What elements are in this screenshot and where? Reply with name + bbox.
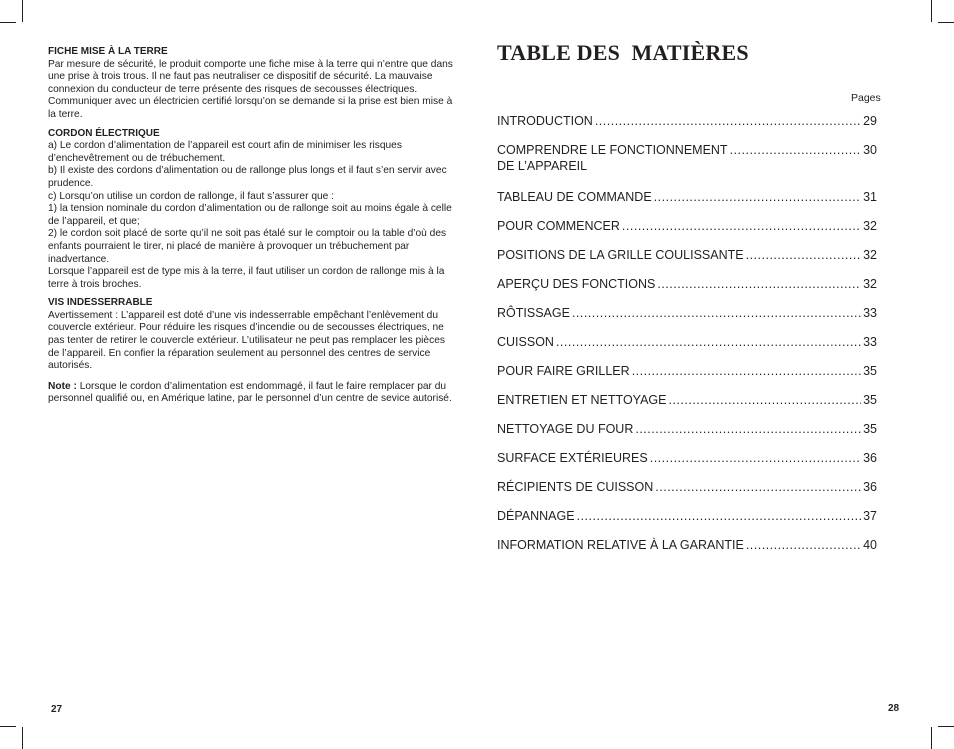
toc-entry-page: 35 <box>863 393 877 407</box>
toc-entry[interactable] <box>497 306 877 335</box>
toc-entry-title: POUR COMMENCER <box>497 219 620 233</box>
crop-mark <box>22 0 23 22</box>
dot-leader <box>577 509 862 523</box>
pages-column-label: Pages <box>851 92 881 104</box>
toc-entry-title: SURFACE EXTÉRIEURES <box>497 451 648 465</box>
toc-entry[interactable] <box>497 190 877 219</box>
toc-entry-title: TABLEAU DE COMMANDE <box>497 190 652 204</box>
page-number-right: 28 <box>888 703 900 714</box>
crop-mark <box>22 727 23 749</box>
toc-entry-page: 35 <box>863 422 877 436</box>
toc-entry-page: 32 <box>863 248 877 262</box>
toc-entry[interactable] <box>497 538 877 567</box>
dot-leader <box>657 277 861 291</box>
toc-entry-page: 35 <box>863 364 877 378</box>
toc-entry-page: 37 <box>863 509 877 523</box>
dot-leader <box>595 114 861 128</box>
section-heading-vis: VIS INDESSERRABLE <box>48 297 153 309</box>
dot-leader <box>730 143 862 157</box>
toc-entry-page: 31 <box>863 190 877 204</box>
toc-entry-title: ENTRETIEN ET NETTOYAGE <box>497 393 667 407</box>
toc-entry[interactable] <box>497 248 877 277</box>
toc-entry[interactable] <box>497 393 877 422</box>
left-page-content <box>48 46 456 406</box>
page-number-left: 27 <box>51 704 63 715</box>
crop-mark <box>938 726 954 727</box>
toc-entry[interactable] <box>497 451 877 480</box>
crop-mark <box>938 22 954 23</box>
dot-leader <box>655 480 861 494</box>
toc-entry-title: POUR FAIRE GRILLER <box>497 364 630 378</box>
dot-leader <box>746 538 861 552</box>
paragraph: 1) la tension nominale du cordon d’alimentation ou de rallonge soit au moins égale à celle de l’appareil, et que; <box>48 203 452 227</box>
toc-entry-page: 29 <box>863 114 877 128</box>
page-title: TABLE DES MATIÈRES <box>497 40 749 65</box>
crop-mark <box>0 726 16 727</box>
section-heading-cordon: CORDON ÉLECTRIQUE <box>48 127 160 139</box>
toc-entry-title: INTRODUCTION <box>497 114 593 128</box>
paragraph: Lorsque l’appareil est de type mis à la terre, il faut utiliser un cordon de rallonge mis à la terre à trois broches. <box>48 266 445 290</box>
toc-entry-title: INFORMATION RELATIVE À LA GARANTIE <box>497 538 744 552</box>
dot-leader <box>746 248 861 262</box>
dot-leader <box>635 422 861 436</box>
table-of-contents <box>497 114 877 567</box>
paragraph: 2) le cordon soit placé de sorte qu’il ne soit pas étalé sur le comptoir ou la table d’où des enfants pourraient le tirer, ni placé de manière à provoquer un trébuchement par inadvertance. <box>48 228 447 265</box>
dot-leader <box>572 306 861 320</box>
section-heading-fiche: FICHE MISE À LA TERRE <box>48 46 168 57</box>
toc-entry[interactable] <box>497 364 877 393</box>
toc-entry-title: RÔTISSAGE <box>497 306 570 320</box>
toc-entry[interactable] <box>497 422 877 451</box>
toc-entry-page: 32 <box>863 219 877 233</box>
dot-leader <box>668 393 861 407</box>
dot-leader <box>632 364 861 378</box>
toc-entry[interactable] <box>497 219 877 248</box>
toc-entry-page: 36 <box>863 480 877 494</box>
toc-entry-page: 40 <box>863 538 877 552</box>
toc-entry-title: POSITIONS DE LA GRILLE COULISSANTE <box>497 248 744 262</box>
paragraph: Par mesure de sécurité, le produit comporte une fiche mise à la terre qui n’entre que dans une prise à trois trous. Il ne faut pas neutraliser ce dispositif de sécurité. La mauvaise connexion du conducteur de terre présente des risques de secousses électriques. Communiquer avec un électricien certifié lorsqu’on se demande si la prise est bien mise à la terre. <box>48 58 453 120</box>
toc-entry[interactable] <box>497 335 877 364</box>
dot-leader <box>556 335 861 349</box>
paragraph: b) Il existe des cordons d’alimentation ou de rallonge plus longs et il faut s’en servir avec prudence. <box>48 165 447 189</box>
toc-entry-continuation: DE L’APPAREIL <box>497 159 588 173</box>
toc-entry[interactable] <box>497 509 877 538</box>
paragraph: Avertissement : L’appareil est doté d’une vis indesserrable empêchant l’enlèvement du couvercle extérieur. Pour réduire les risques d’incendie ou de secousses électriques, ne pas tenter de retirer le couvercle extérieur. L’utilisateur ne peut pas remplacer les pièces de l’appareil. En confier la réparation seulement au personnel des centres de service autorisés. <box>48 309 445 372</box>
toc-entry[interactable] <box>497 114 877 143</box>
note-paragraph <box>48 381 456 406</box>
toc-entry-page: 33 <box>863 335 877 349</box>
note-text: Lorsque le cordon d’alimentation est endommagé, il faut le faire remplacer par du personnel qualifié ou, en Amérique latine, par le personnel d’un centre de sevice autorisé. <box>48 380 452 405</box>
toc-entry-title: DÉPANNAGE <box>497 509 575 523</box>
toc-entry-page: 36 <box>863 451 877 465</box>
note-label: Note : <box>48 380 77 392</box>
toc-entry-title: RÉCIPIENTS DE CUISSON <box>497 480 654 494</box>
toc-entry[interactable] <box>497 143 877 190</box>
toc-entry-title: APERÇU DES FONCTIONS <box>497 277 656 291</box>
crop-mark <box>931 0 932 22</box>
toc-entry-title: CUISSON <box>497 335 554 349</box>
dot-leader <box>654 190 861 204</box>
toc-entry[interactable] <box>497 277 877 306</box>
toc-entry-title: NETTOYAGE DU FOUR <box>497 422 634 436</box>
crop-mark <box>931 727 932 749</box>
crop-mark <box>0 22 16 23</box>
toc-entry-page: 33 <box>863 306 877 320</box>
toc-entry-title: COMPRENDRE LE FONCTIONNEMENT <box>497 143 728 157</box>
paragraph: a) Le cordon d’alimentation de l’appareil est court afin de minimiser les risques d’enchevêtrement ou de trébuchement. <box>48 140 402 164</box>
toc-entry[interactable] <box>497 480 877 509</box>
toc-entry-page: 30 <box>863 143 877 157</box>
dot-leader <box>622 219 861 233</box>
dot-leader <box>650 451 861 465</box>
paragraph: c) Lorsqu’on utilise un cordon de rallonge, il faut s’assurer que : <box>48 190 334 202</box>
toc-entry-page: 32 <box>863 277 877 291</box>
